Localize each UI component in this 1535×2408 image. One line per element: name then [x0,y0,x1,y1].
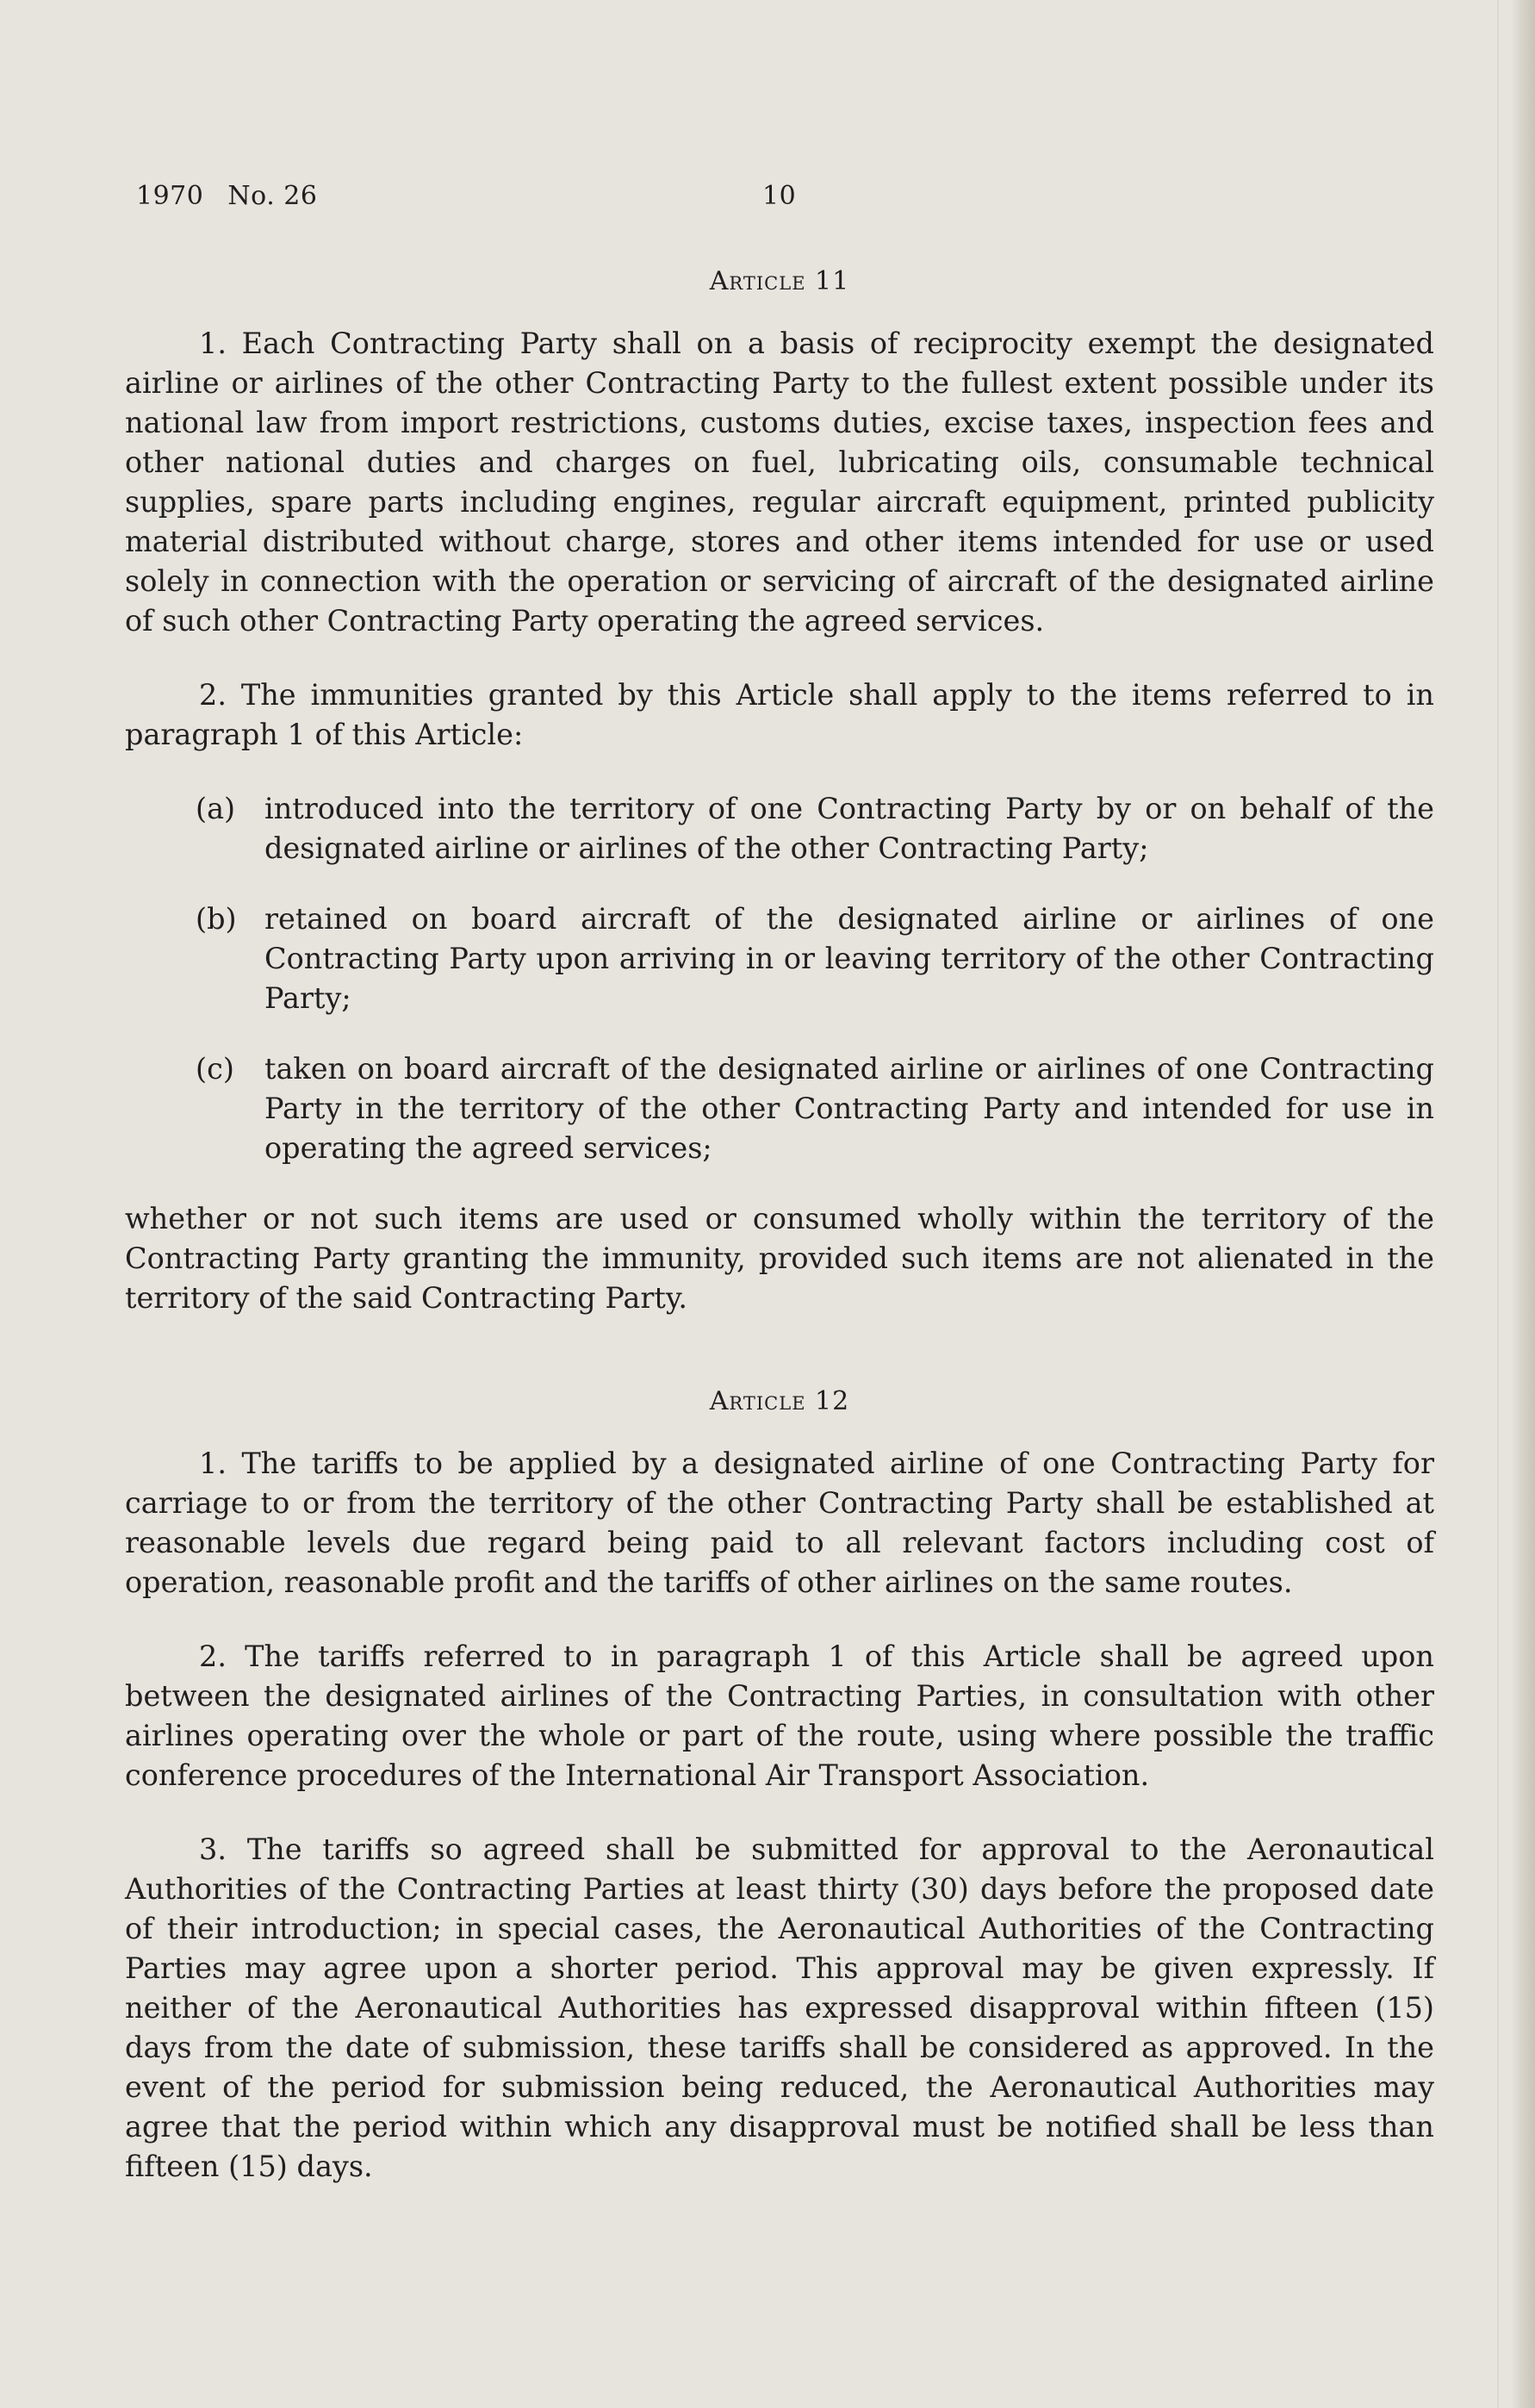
item-label: (a) [196,792,236,825]
item-text: introduced into the territory of one Contracting Party by or on behalf of the designated airline or airlines of the other Contracting Party; [264,792,1434,865]
article-11-title: Article 11 [709,266,850,296]
article-12-title: Article 12 [709,1386,850,1416]
article-12-paragraph-2: 2. The tariffs referred to in paragraph 1 of this Article shall be agreed upon between the designated airlines of the Contracting Parties, in consultation with other airlines operating over the whole or part of the route, using where possible the traffic conference procedures of the International Air Transport Association. [125,1640,1434,1792]
article-11-paragraph-2: 2. The immunities granted by this Article shall apply to the items referred to in paragraph 1 of this Article: [125,678,1434,751]
item-label: (c) [196,1052,234,1086]
article-11-item-a [196,789,1434,868]
article-11-closing-clause: whether or not such items are used or consumed wholly within the territory of the Contracting Party granting the immunity, provided such items are not alienated in the territory of the said Contracting Party. [125,1202,1434,1315]
article-11-item-c [196,1049,1434,1168]
page-edge [1511,0,1535,2408]
item-text: taken on board aircraft of the designated airline or airlines of one Contracting Party in the territory of the other Contracting Party and intended for use in operating the agreed services; [264,1052,1434,1165]
item-label: (b) [196,902,237,936]
article-12-paragraph-3: 3. The tariffs so agreed shall be submitted for approval to the Aeronautical Authorities of the Contracting Parties at least thirty (30) days before the proposed date of their introduction; in special cases, the Aeronautical Authorities of the Contracting Parties may agree upon a shorter period. This approval may be given expressly. If neither of the Aeronautical Authorities has expressed disapproval within fifteen (15) days from the date of submission, these tariffs shall be considered as approved. In the event of the period for submission being reduced, the Aeronautical Authorities may agree that the period within which any disapproval must be notified shall be less than fifteen (15) days. [125,1832,1434,2183]
header-number: No. 26 [227,181,318,211]
header-year: 1970 [136,181,204,211]
page-header [136,181,797,211]
article-12-paragraph-1: 1. The tariffs to be applied by a designated airline of one Contracting Party for carriage to or from the territory of the other Contracting Party shall be established at reasonable levels due regard being paid to all relevant factors including cost of operation, reasonable profit and the tariffs of other airlines on the same routes. [125,1447,1434,1599]
page-number: 10 [762,181,797,211]
article-11-paragraph-1: 1. Each Contracting Party shall on a basis of reciprocity exempt the designated airline or airlines of the other Contracting Party to the fullest extent possible under its national law from import restrictions, customs duties, excise taxes, inspection fees and other national duties and charges on fuel, lubricating oils, consumable technical supplies, spare parts including engines, regular aircraft equipment, printed publicity material distributed without charge, stores and other items intended for use or used solely in connection with the operation or servicing of aircraft of the designated airline of such other Contracting Party operating the agreed services. [125,327,1434,638]
article-11-item-b [196,899,1434,1018]
item-text: retained on board aircraft of the designated airline or airlines of one Contracting Party upon arriving in or leaving territory of the other Contracting Party; [264,902,1434,1015]
document-body [125,262,1434,2221]
page-fold-shadow [1497,0,1499,2408]
